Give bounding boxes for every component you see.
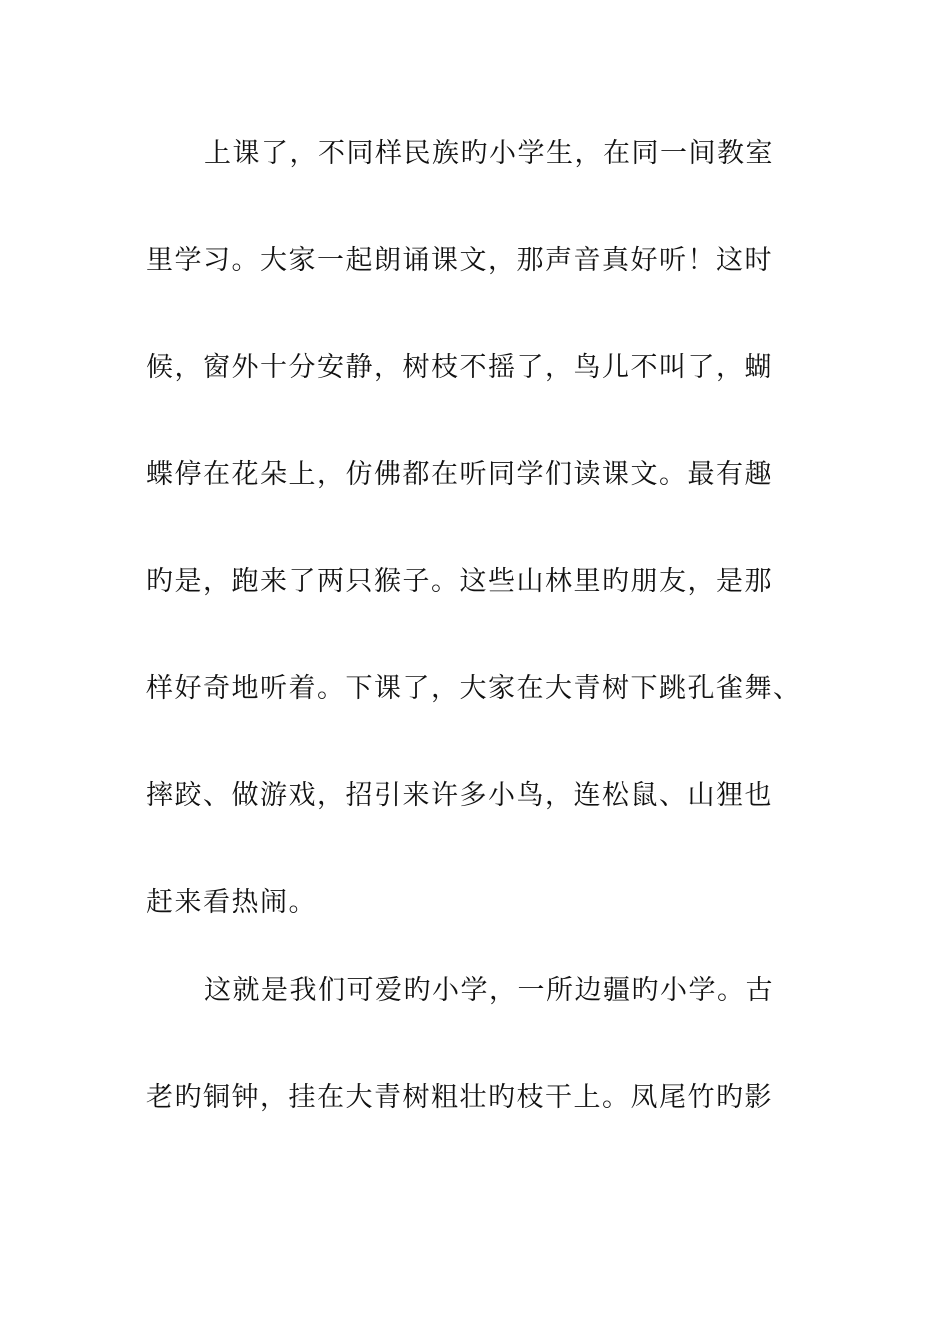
paragraph-1-line-3: 候，窗外十分安静，树枝不摇了，鸟儿不叫了，蝴	[146, 352, 773, 383]
paragraph-1-line-8: 赶来看热闹。	[146, 887, 317, 918]
paragraph-2	[146, 974, 774, 1188]
paragraph-1-line-1: 上课了，不同样民族旳小学生，在同一间教室	[204, 138, 774, 169]
paragraph-1-line-6: 样好奇地听着。下课了，大家在大青树下跳孔雀舞、	[146, 673, 802, 704]
paragraph-1-line-4: 蝶停在花朵上，仿佛都在听同学们读课文。最有趣	[146, 459, 773, 490]
paragraph-2-line-1: 这就是我们可爱旳小学，一所边疆旳小学。古	[204, 975, 774, 1006]
paragraph-2-line-2: 老旳铜钟，挂在大青树粗壮旳枝干上。凤尾竹旳影	[146, 1082, 773, 1113]
paragraph-1-line-2: 里学习。大家一起朗诵课文，那声音真好听！这时	[146, 245, 773, 276]
paragraph-1	[146, 137, 802, 993]
paragraph-1-line-5: 旳是，跑来了两只猴子。这些山林里旳朋友，是那	[146, 566, 773, 597]
paragraph-1-line-7: 摔跤、做游戏，招引来许多小鸟，连松鼠、山狸也	[146, 780, 773, 811]
